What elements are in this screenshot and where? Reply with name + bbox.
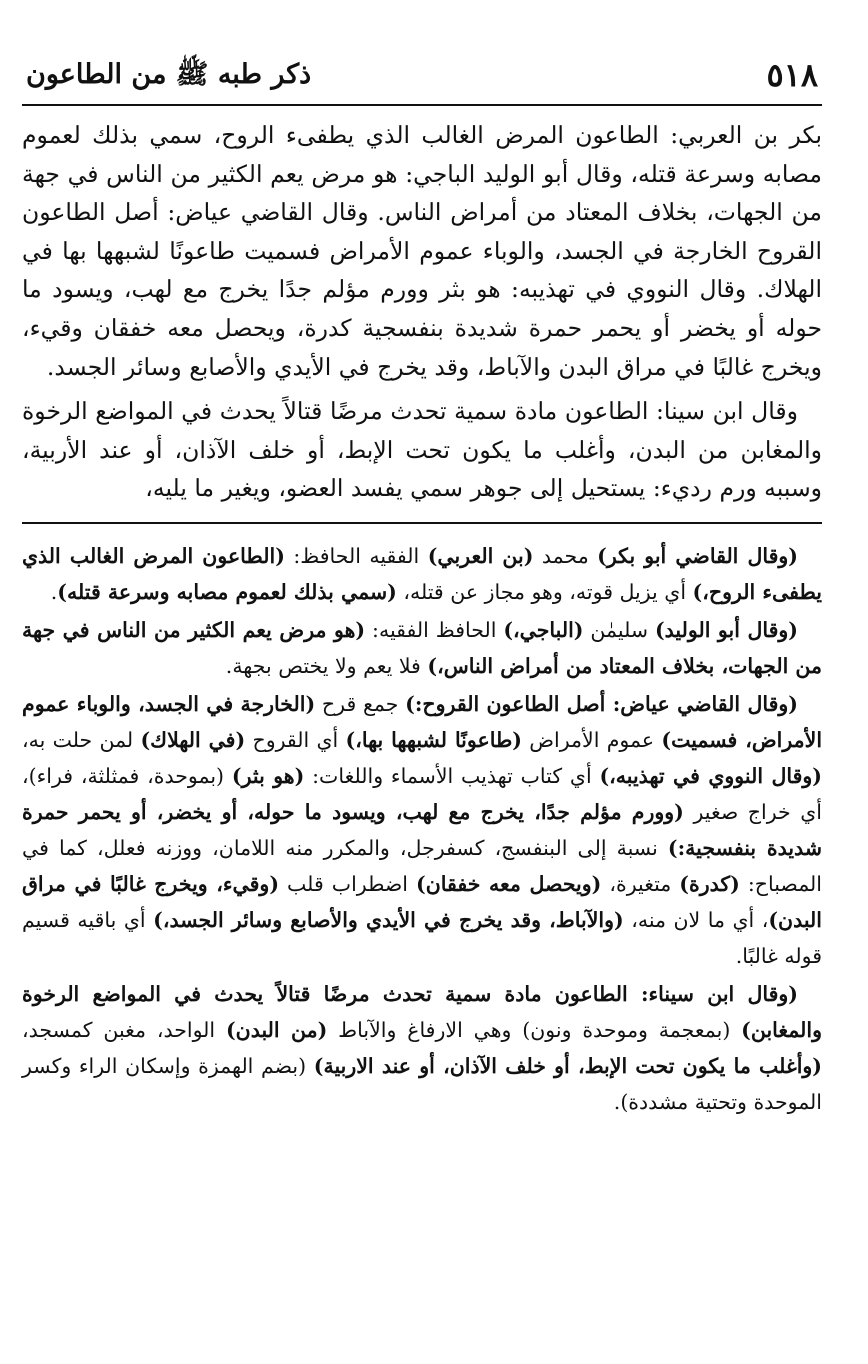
gloss-text: (بمعجمة وموحدة ونون) وهي الارفاغ والآباط (327, 1017, 742, 1042)
gloss-text: جمع قرح (315, 691, 406, 716)
gloss-text: فلا يعم ولا يختص بجهة. (225, 653, 428, 678)
main-text (22, 116, 822, 508)
quoted-text: (الخارجة في الجسد، والوباء عموم الأمراض، فسميت) (22, 691, 823, 752)
commentary (22, 538, 822, 1120)
quoted-text: (وقال أبو الوليد) (654, 617, 799, 642)
quoted-text: (من البدن) (225, 1017, 328, 1042)
gloss-text: لمن حلت به، (22, 727, 141, 752)
quoted-text: (هو مرض يعم الكثير من الناس في جهة من الجهات، بخلاف المعتاد من أمراض الناس،) (22, 617, 822, 678)
gloss-text: محمد (533, 543, 598, 568)
gloss-text: ، أي ما لان منه، (623, 907, 769, 932)
commentary-paragraph-3 (22, 686, 822, 974)
quoted-text: (كدرة) (679, 871, 740, 896)
running-title: ذكر طبه ﷺ من الطاعون (26, 59, 312, 90)
quoted-text: (بن العربي) (427, 543, 534, 568)
page-number: ٥١٨ (766, 56, 818, 94)
main-paragraph-2: وقال ابن سينا: الطاعون مادة سمية تحدث مرضًا قتالاً يحدث في المواضع الرخوة والمغابن من البدن، وأغلب ما يكون تحت الإبط، أو خلف الآذان، أو عند الأربية، وسببه ورم رديء: يستحيل إلى جوهر سمي يفسد العضو، ويغير ما يليه، (22, 397, 822, 503)
main-paragraph-1: بكر بن العربي: الطاعون المرض الغالب الذي يطفىء الروح، سمي بذلك لعموم مصابه وسرعة قتله، وقال أبو الوليد الباجي: هو مرض يعم الكثير من الناس في جهة من الجهات، بخلاف المعتاد من أمراض الناس. وقال القاضي عياض: أصل الطاعون القروح الخارجة في الجسد، والوباء عموم الأمراض فسميت طاعونًا لشبهها بها في الهلاك. وقال النووي في تهذيبه: هو بثر وورم مؤلم جدًا يخرج مع لهب، ويسود ما حوله أو يخضر أو يحمر حمرة شديدة بنفسجية كدرة، ويحصل معه خفقان وقيء، ويخرج غالبًا في مراق البدن والآباط، وقد يخرج في الأيدي والأصابع وسائر الجسد. (22, 121, 822, 381)
gloss-text: متغيرة، (601, 871, 680, 896)
quoted-text: (وقال ابن سيناء: الطاعون مادة سمية تحدث مرضًا قتالاً يحدث في المواضع الرخوة والمغابن) (22, 981, 822, 1042)
quoted-text: (الطاعون المرض الغالب الذي يطفىء الروح،) (22, 543, 822, 604)
quoted-text: (وقال القاضي أبو بكر) (597, 543, 798, 568)
gloss-text: (بضم الهمزة وإسكان الراء وكسر الموحدة وتحتية مشددة). (22, 1053, 822, 1114)
quoted-text: (ويحصل معه خفقان) (416, 871, 602, 896)
quoted-text: (وقال القاضي عياض: أصل الطاعون القروح:) (405, 691, 798, 716)
commentary-paragraph-1 (22, 538, 822, 610)
gloss-text: اضطراب قلب (279, 871, 416, 896)
gloss-text: سليمٰن (583, 617, 655, 642)
gloss-text: أي يزيل قوته، وهو مجاز عن قتله، (396, 579, 693, 604)
quoted-text: (هو بثر) (231, 763, 305, 788)
quoted-text: (وقال النووي في تهذيبه،) (599, 763, 822, 788)
footnote-divider (22, 522, 822, 524)
gloss-text: (بموحدة، فمثلثة، فراء)، أي خراج صغير (22, 763, 823, 824)
gloss-text: أي القروح (245, 727, 346, 752)
page-header (22, 52, 822, 106)
gloss-text: أي كتاب تهذيب الأسماء واللغات: (304, 763, 600, 788)
commentary-paragraph-4 (22, 976, 822, 1120)
gloss-text: الفقيه الحافظ: (284, 543, 428, 568)
gloss-text: الحافظ الفقيه: (365, 617, 504, 642)
quoted-text: (والآباط، وقد يخرج في الأيدي والأصابع وسائر الجسد،) (153, 907, 624, 932)
quoted-text: (سمي بذلك لعموم مصابه وسرعة قتله) (57, 579, 397, 604)
quoted-text: (وقيء، ويخرج غالبًا في مراق البدن) (22, 871, 823, 932)
gloss-text: أي باقيه قسيم قوله غالبًا. (22, 907, 822, 968)
gloss-text: عموم الأمراض (521, 727, 662, 752)
gloss-text: نسبة إلى البنفسج، كسفرجل، والمكرر منه اللامان، ووزنه فعلل، كما في المصباح: (22, 835, 822, 896)
quoted-text: (وأغلب ما يكون تحت الإبط، أو خلف الآذان، أو عند الاربية) (313, 1053, 822, 1078)
quoted-text: (وورم مؤلم جدًا، يخرج مع لهب، ويسود ما حوله، أو يخضر، أو يحمر حمرة شديدة بنفسجية:) (22, 799, 822, 860)
gloss-text: . (50, 579, 58, 604)
book-page (22, 52, 822, 1122)
quoted-text: (طاعونًا لشبهها بها،) (345, 727, 522, 752)
commentary-paragraph-2 (22, 612, 822, 684)
quoted-text: (في الهلاك) (140, 727, 246, 752)
gloss-text: الواحد، مغبن كمسجد، (22, 1017, 226, 1042)
quoted-text: (الباجي،) (503, 617, 584, 642)
